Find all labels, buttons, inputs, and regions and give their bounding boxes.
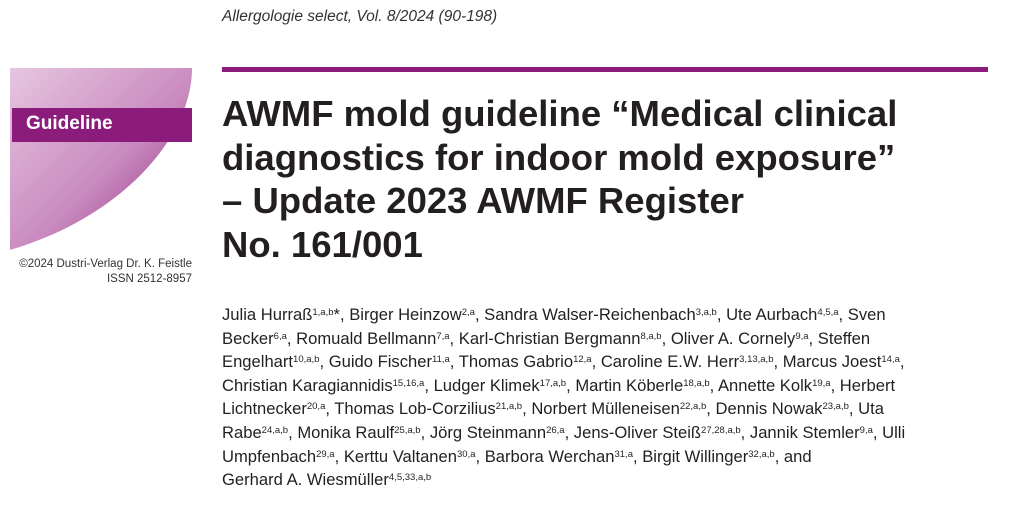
issn-line: ISSN 2512-8957	[106, 273, 192, 285]
author-line: Christian Karagiannidis$^{15,16,a}$, Ludger Klimek$^{17,a,b}$, Martin Köberle$^{18,a,b}$, Annette Kolk$^{19,a}$, Herbert	[222, 375, 896, 395]
author-name: Thomas Gabrio	[458, 352, 574, 372]
author-affiliation: 6,a	[273, 330, 287, 342]
author-name: Gerhard A. Wiesmüller	[222, 470, 389, 490]
author-name: Oliver A. Cornely	[670, 328, 796, 348]
author-affiliation: 9,a	[859, 424, 873, 436]
author-name: Jens-Oliver Steiß	[573, 422, 702, 442]
author-line: Engelhart$^{10,a,b}$, Guido Fischer$^{11,a}$, Thomas Gabrio$^{12,a}$, Caroline E.W. Herr$^{3,13,a,b}$, Marcus Joest$^{14,a}$,	[222, 352, 905, 372]
author-line: Julia Hurraß$^{1,a,b}$*, Birger Heinzow$^{2,a}$, Sandra Walser-Reichenbach$^{3,a,b}$, Ute Aurbach$^{4,5,a}$, Sven	[222, 305, 886, 324]
author-name: Barbora Werchan	[484, 446, 615, 466]
author-name: Monika Raulf	[297, 422, 395, 442]
author-name: Dennis Nowak	[715, 399, 823, 419]
author-affiliation: 18,a,b	[683, 377, 710, 389]
author-name: Thomas Lob-Corzilius	[334, 399, 496, 419]
author-name: Umpfenbach	[222, 446, 317, 466]
author-name: Jörg Steinmann	[429, 422, 547, 442]
author-affiliation: 1,a,b	[312, 307, 334, 318]
author-name: Birgit Willinger	[642, 446, 749, 466]
author-name: Becker	[222, 328, 274, 348]
author-affiliation: 19,a	[812, 377, 831, 389]
author-affiliation: 20,a	[306, 401, 326, 413]
author-name: Engelhart	[222, 352, 294, 372]
title-line: No. 161/001	[222, 223, 423, 265]
article-title	[222, 92, 1002, 266]
author-affiliation: 23,a,b	[822, 401, 849, 413]
author-affiliation: 31,a	[614, 448, 633, 460]
title-line: AWMF mold guideline “Medical clinical	[222, 93, 898, 134]
author-affiliation: 26,a	[546, 424, 565, 436]
author-name: Ludger Klimek	[433, 375, 540, 395]
author-name: Annette Kolk	[717, 375, 813, 395]
header-rule	[222, 67, 988, 72]
author-affiliation: 25,a,b	[394, 424, 421, 436]
author-name: Jannik Stemler	[749, 422, 860, 442]
author-line: Lichtnecker$^{20,a}$, Thomas Lob-Corzilius$^{21,a,b}$, Norbert Mülleneisen$^{22,a,b}$, Dennis Nowak$^{23,a,b}$, Uta	[222, 399, 884, 419]
author-name: Steffen	[817, 328, 871, 348]
title-line: – Update 2023 AWMF Register	[222, 180, 744, 221]
author-line: Umpfenbach$^{29,a}$, Kerttu Valtanen$^{30,a}$, Barbora Werchan$^{31,a}$, Birgit Willinger$^{32,a,b}$, and	[222, 446, 812, 466]
author-name: Romuald Bellmann	[296, 328, 437, 348]
author-affiliation: 22,a,b	[679, 401, 707, 413]
guideline-leaf-graphic	[10, 68, 192, 250]
author-line: Rabe$^{24,a,b}$, Monika Raulf$^{25,a,b}$, Jörg Steinmann$^{26,a}$, Jens-Oliver Steiß$^{27,28,a,b}$, Jannik Stemler$^{9,a}$, Ulli	[222, 422, 906, 442]
section-tag: Guideline	[12, 108, 192, 142]
author-name: Caroline E.W. Herr	[600, 352, 740, 372]
author-affiliation: 4,5,a	[817, 307, 839, 318]
title-line: diagnostics for indoor mold exposure”	[222, 136, 896, 178]
author-affiliation: 4,5,33,a,b	[388, 472, 432, 484]
author-name: Rabe	[222, 422, 262, 442]
author-affiliation: 15,16,a	[392, 377, 425, 389]
author-name: Sven	[847, 305, 886, 324]
author-name: Sandra Walser-Reichenbach	[484, 305, 696, 324]
author-affiliation: 29,a	[316, 448, 335, 460]
author-name: Guido Fischer	[328, 352, 432, 372]
author-name: Lichtnecker	[222, 399, 307, 419]
author-affiliation: 10,a,b	[293, 354, 320, 366]
author-affiliation: 17,a,b	[539, 377, 567, 389]
author-name: Karl-Christian Bergmann	[458, 328, 641, 348]
author-affiliation: 3,a,b	[695, 307, 717, 318]
author-affiliation: 32,a,b	[748, 448, 775, 460]
author-name: Ute Aurbach	[726, 305, 818, 324]
journal-citation: Allergologie select, Vol. 8/2024 (90-198)	[222, 8, 498, 25]
author-name: Christian Karagiannidis	[222, 375, 393, 395]
author-affiliation: 21,a,b	[495, 401, 523, 413]
author-affiliation: 3,13,a,b	[739, 354, 774, 366]
author-name: Uta	[858, 399, 884, 419]
author-affiliation: 14,a	[881, 354, 900, 366]
author-affiliation: 11,a	[432, 354, 450, 366]
author-name: Ulli	[882, 422, 906, 442]
author-affiliation: 12,a	[573, 354, 592, 366]
author-affiliation: 24,a,b	[261, 424, 289, 436]
author-list	[222, 303, 1007, 492]
author-affiliation: 2,a	[461, 307, 475, 318]
author-name: Martin Köberle	[575, 375, 684, 395]
author-name: Norbert Mülleneisen	[531, 399, 680, 419]
author-name: Birger Heinzow	[349, 305, 462, 324]
author-name: Kerttu Valtanen	[343, 446, 457, 466]
copyright-block	[19, 257, 192, 287]
author-name: Marcus Joest	[782, 352, 882, 372]
author-affiliation: 9,a	[795, 330, 809, 342]
author-line	[222, 468, 1007, 492]
author-affiliation: 30,a	[457, 448, 476, 460]
author-name: Herbert	[839, 375, 896, 395]
author-name: Julia Hurraß	[222, 305, 313, 324]
author-affiliation: 27,28,a,b	[701, 424, 741, 436]
copyright-line: ©2024 Dustri-Verlag Dr. K. Feistle	[19, 258, 192, 270]
author-affiliation: 7,a	[436, 330, 450, 342]
author-affiliation: 8,a,b	[640, 330, 662, 342]
author-line: Becker$^{6,a}$, Romuald Bellmann$^{7,a}$, Karl-Christian Bergmann$^{8,a,b}$, Oliver A. Cornely$^{9,a}$, Steffen	[222, 328, 871, 348]
